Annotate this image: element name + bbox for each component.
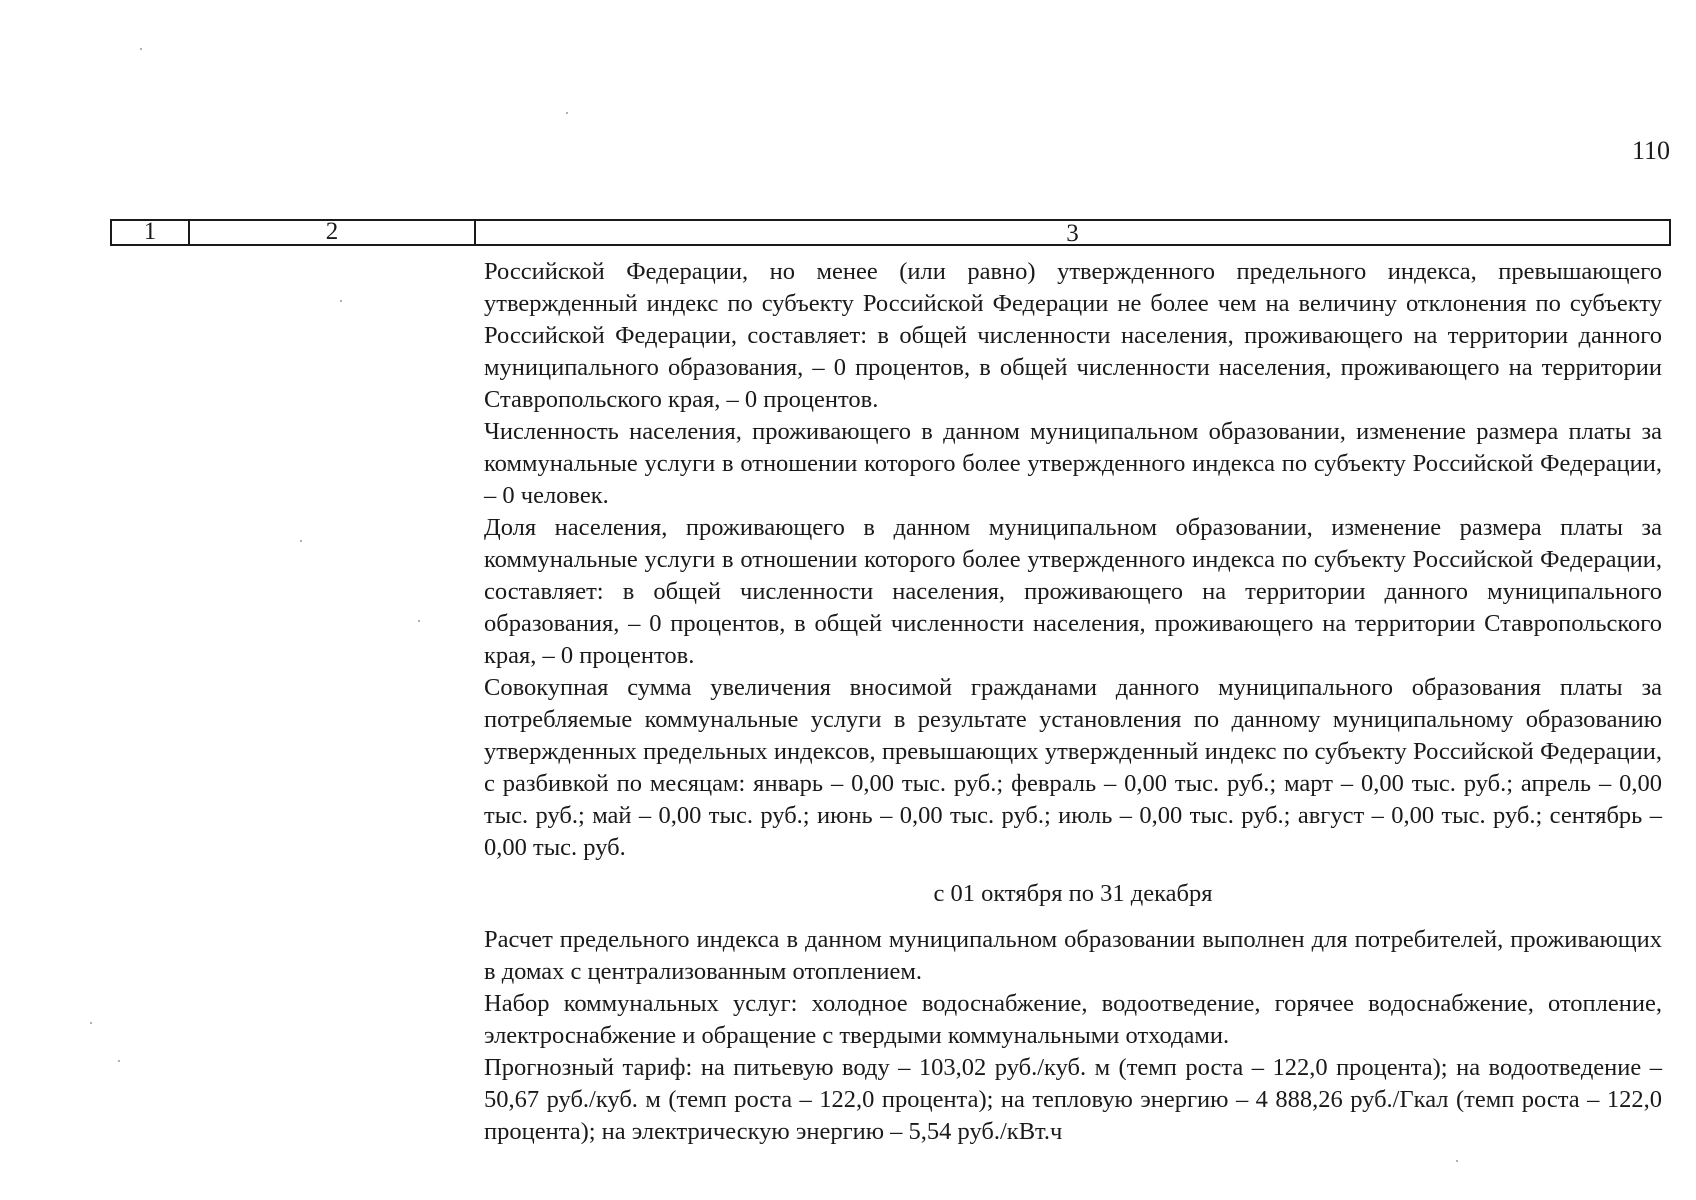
scan-speck <box>566 112 568 114</box>
scan-speck <box>418 620 420 622</box>
table-column-header-row <box>110 219 1671 246</box>
paragraph-share-above-index: Российской Федерации, но менее (или равно) утвержденного предельного индекса, превышающего утвержденный индекс по субъекту Российской Федерации не более чем на величину отклонения по субъекту Российской Федерации, составляет: в общей численности населения, проживающего на территории данного муниципального образования, – 0 процентов, в общей численности населения, проживающего на территории Ставропольского края, – 0 процентов. <box>484 258 1662 413</box>
paragraph-utility-set: Набор коммунальных услуг: холодное водоснабжение, водоотведение, горячее водоснабжение, отопление, электроснабжение и обращение с твердыми коммунальными отходами. <box>484 990 1662 1049</box>
paragraph-calculation-basis: Расчет предельного индекса в данном муниципальном образовании выполнен для потребителей, проживающих в домах с централизованным отоплением. <box>484 926 1662 985</box>
scan-speck <box>340 300 342 302</box>
scan-speck <box>140 48 142 50</box>
column-number-3: 3 <box>1066 220 1079 247</box>
scan-speck <box>118 1060 120 1062</box>
column-number-2: 2 <box>190 221 476 244</box>
period-subheading: с 01 октября по 31 декабря <box>933 880 1213 907</box>
paragraph-population-share: Доля населения, проживающего в данном муниципальном образовании, изменение размера платы за коммунальные услуги в отношении которого более утвержденного индекса по субъекту Российской Федерации, составляет: в общей численности населения, проживающего на территории данного муниципального образования, – 0 процентов, в общей численности населения, проживающего на территории Ставропольского края, – 0 процентов. <box>484 514 1662 669</box>
paragraph-population-count: Численность населения, проживающего в данном муниципальном образовании, изменение размера платы за коммунальные услуги в отношении которого более утвержденного индекса по субъекту Российской Федерации, – 0 человек. <box>484 418 1662 509</box>
page-number: 110 <box>1631 136 1670 165</box>
scan-speck <box>90 1022 92 1024</box>
document-body <box>484 256 1662 1148</box>
column-number-1: 1 <box>112 221 190 244</box>
scan-speck <box>1456 1160 1458 1162</box>
scan-speck <box>300 540 302 542</box>
paragraph-total-increase: Совокупная сумма увеличения вносимой гражданами данного муниципального образования платы за потребляемые коммунальные услуги в результате установления по данному муниципальному образованию утвержденных предельных индексов, превышающих утвержденный индекс по субъекту Российской Федерации, с разбивкой по месяцам: январь – 0,00 тыс. руб.; февраль – 0,00 тыс. руб.; март – 0,00 тыс. руб.; апрель – 0,00 тыс. руб.; май – 0,00 тыс. руб.; июнь – 0,00 тыс. руб.; июль – 0,00 тыс. руб.; август – 0,00 тыс. руб.; сентябрь – 0,00 тыс. руб. <box>484 674 1662 861</box>
paragraph-forecast-tariff: Прогнозный тариф: на питьевую воду – 103,02 руб./куб. м (темп роста – 122,0 процента); на водоотведение – 50,67 руб./куб. м (темп роста – 122,0 процента); на тепловую энергию – 4 888,26 руб./Гкал (темп роста – 122,0 процента); на электрическую энергию – 5,54 руб./кВт.ч <box>484 1054 1662 1145</box>
